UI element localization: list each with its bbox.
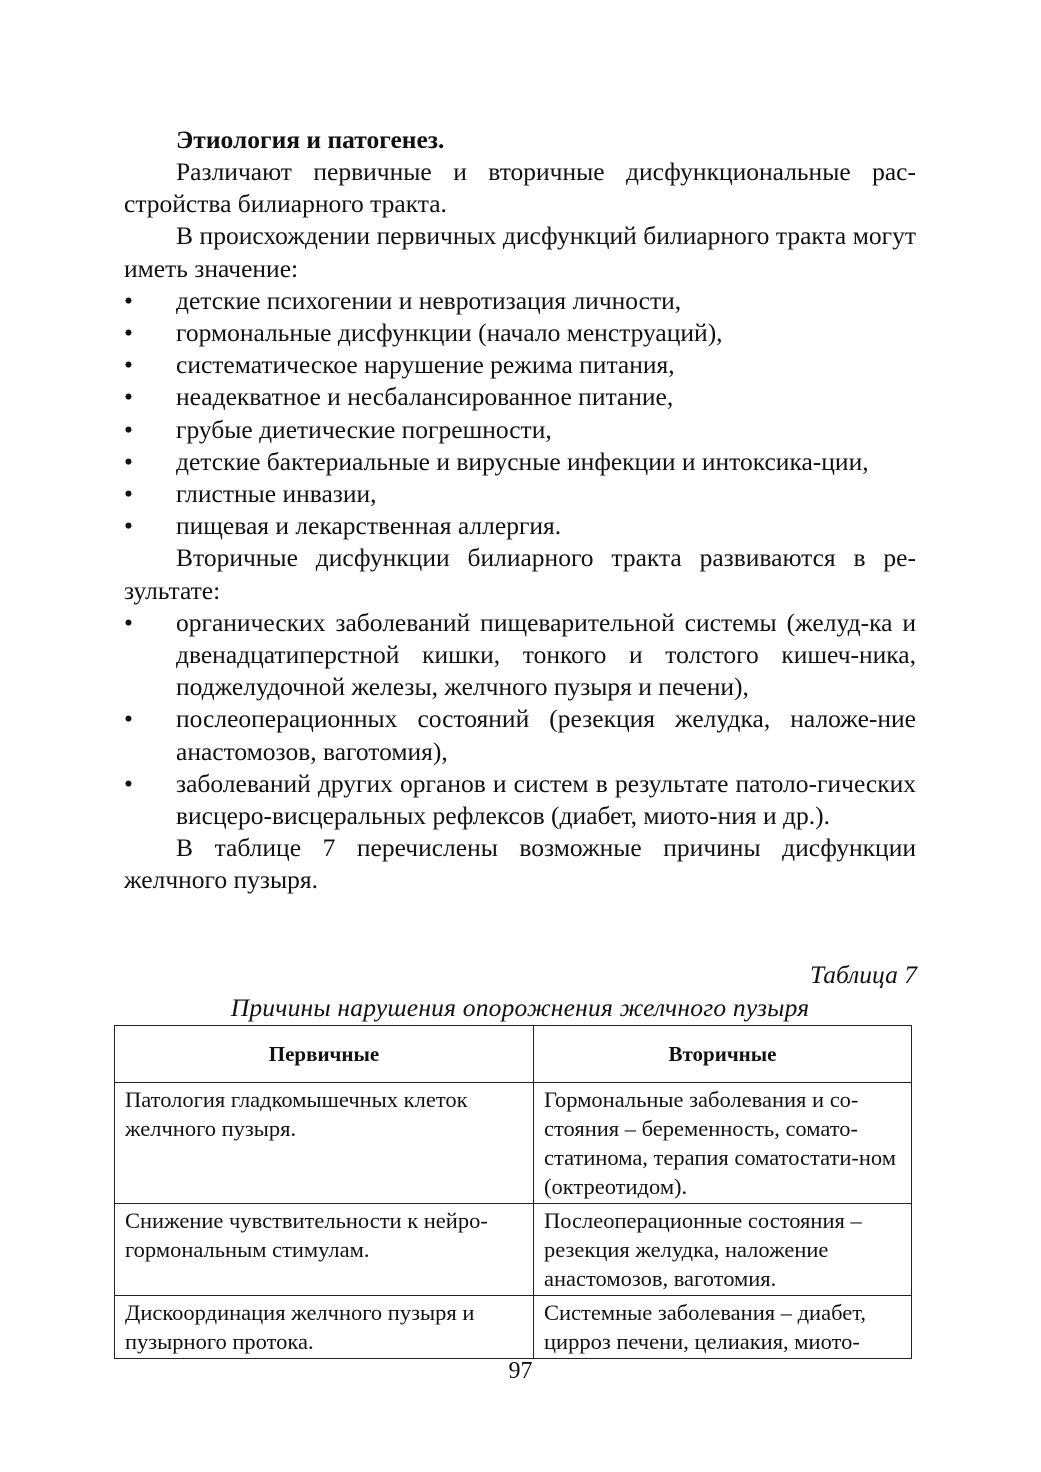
bullet: • [124,768,133,798]
table-cell: Гормональные заболевания и со-стояния – беременность, сомато-статинома, терапия соматостати-ном (октреотидом). [534,1083,912,1204]
table-header-row [115,1026,912,1083]
causes-table [114,1025,912,1359]
table-cell: Снижение чувствительности к нейро-гормональным стимулам. [115,1204,534,1296]
bullet: • [124,382,133,412]
table-row [115,1296,912,1359]
bullet: • [124,479,133,509]
column-header-secondary: Вторичные [534,1026,912,1083]
list-item: • пищевая и лекарственная аллергия. [124,510,916,542]
section-heading: Этиология и патогенез. [176,125,445,154]
bullet: • [124,607,133,637]
column-header-primary: Первичные [115,1026,534,1083]
list-item: • неадекватное и несбалансированное питание, [124,381,916,413]
table-row [115,1083,912,1204]
bullet: • [124,446,133,476]
paragraph-2: В происхождении первичных дисфункций билиарного тракта могут иметь значение: [124,221,916,283]
primary-causes-list [124,285,916,543]
paragraph-4: В таблице 7 перечислены возможные причины дисфункции желчного пузыря. [124,833,916,895]
list-item: • органических заболеваний пищеварительной системы (желуд-ка и двенадцатиперстной кишки, тонкого и толстого кишеч-ника, поджелудочной железы, желчного пузыря и печени), [124,607,916,704]
body-text [124,156,916,897]
bullet: • [124,704,133,734]
secondary-causes-list [124,607,916,832]
paragraph-3: Вторичные дисфункции билиарного тракта развиваются в ре-зультате: [124,543,916,605]
bullet: • [124,414,133,444]
list-item: • грубые диетические погрешности, [124,414,916,446]
table-cell: Системные заболевания – диабет, цирроз печени, целиакия, миото- [534,1296,912,1359]
list-item: • детские бактериальные и вирусные инфекции и интоксика-ции, [124,446,916,478]
list-item: • глистные инвазии, [124,478,916,510]
list-item: • заболеваний других органов и систем в результате патоло-гических висцеро-висцеральных рефлексов (диабет, миото-ния и др.). [124,768,916,832]
bullet: • [124,350,133,380]
table-cell: Дискоординация желчного пузыря и пузырного протока. [115,1296,534,1359]
list-item: • послеоперационных состояний (резекция желудка, наложе-ние анастомозов, ваготомия), [124,703,916,767]
list-item: • гормональные дисфункции (начало менструаций), [124,317,916,349]
list-item: • детские психогении и невротизация личности, [124,285,916,317]
page-number: 97 [508,1358,533,1384]
paragraph-1: Различают первичные и вторичные дисфункциональные рас-стройства билиарного тракта. [124,157,916,219]
table-cell: Патология гладкомышечных клеток желчного пузыря. [115,1083,534,1204]
table-title: Причины нарушения опорожнения желчного пузыря [230,993,810,1022]
bullet: • [124,285,133,315]
bullet: • [124,511,133,541]
table-number: Таблица 7 [809,960,917,989]
list-item: • систематическое нарушение режима питания, [124,349,916,381]
bullet: • [124,318,133,348]
table-row [115,1204,912,1296]
table-cell: Послеоперационные состояния – резекция желудка, наложение анастомозов, ваготомия. [534,1204,912,1296]
